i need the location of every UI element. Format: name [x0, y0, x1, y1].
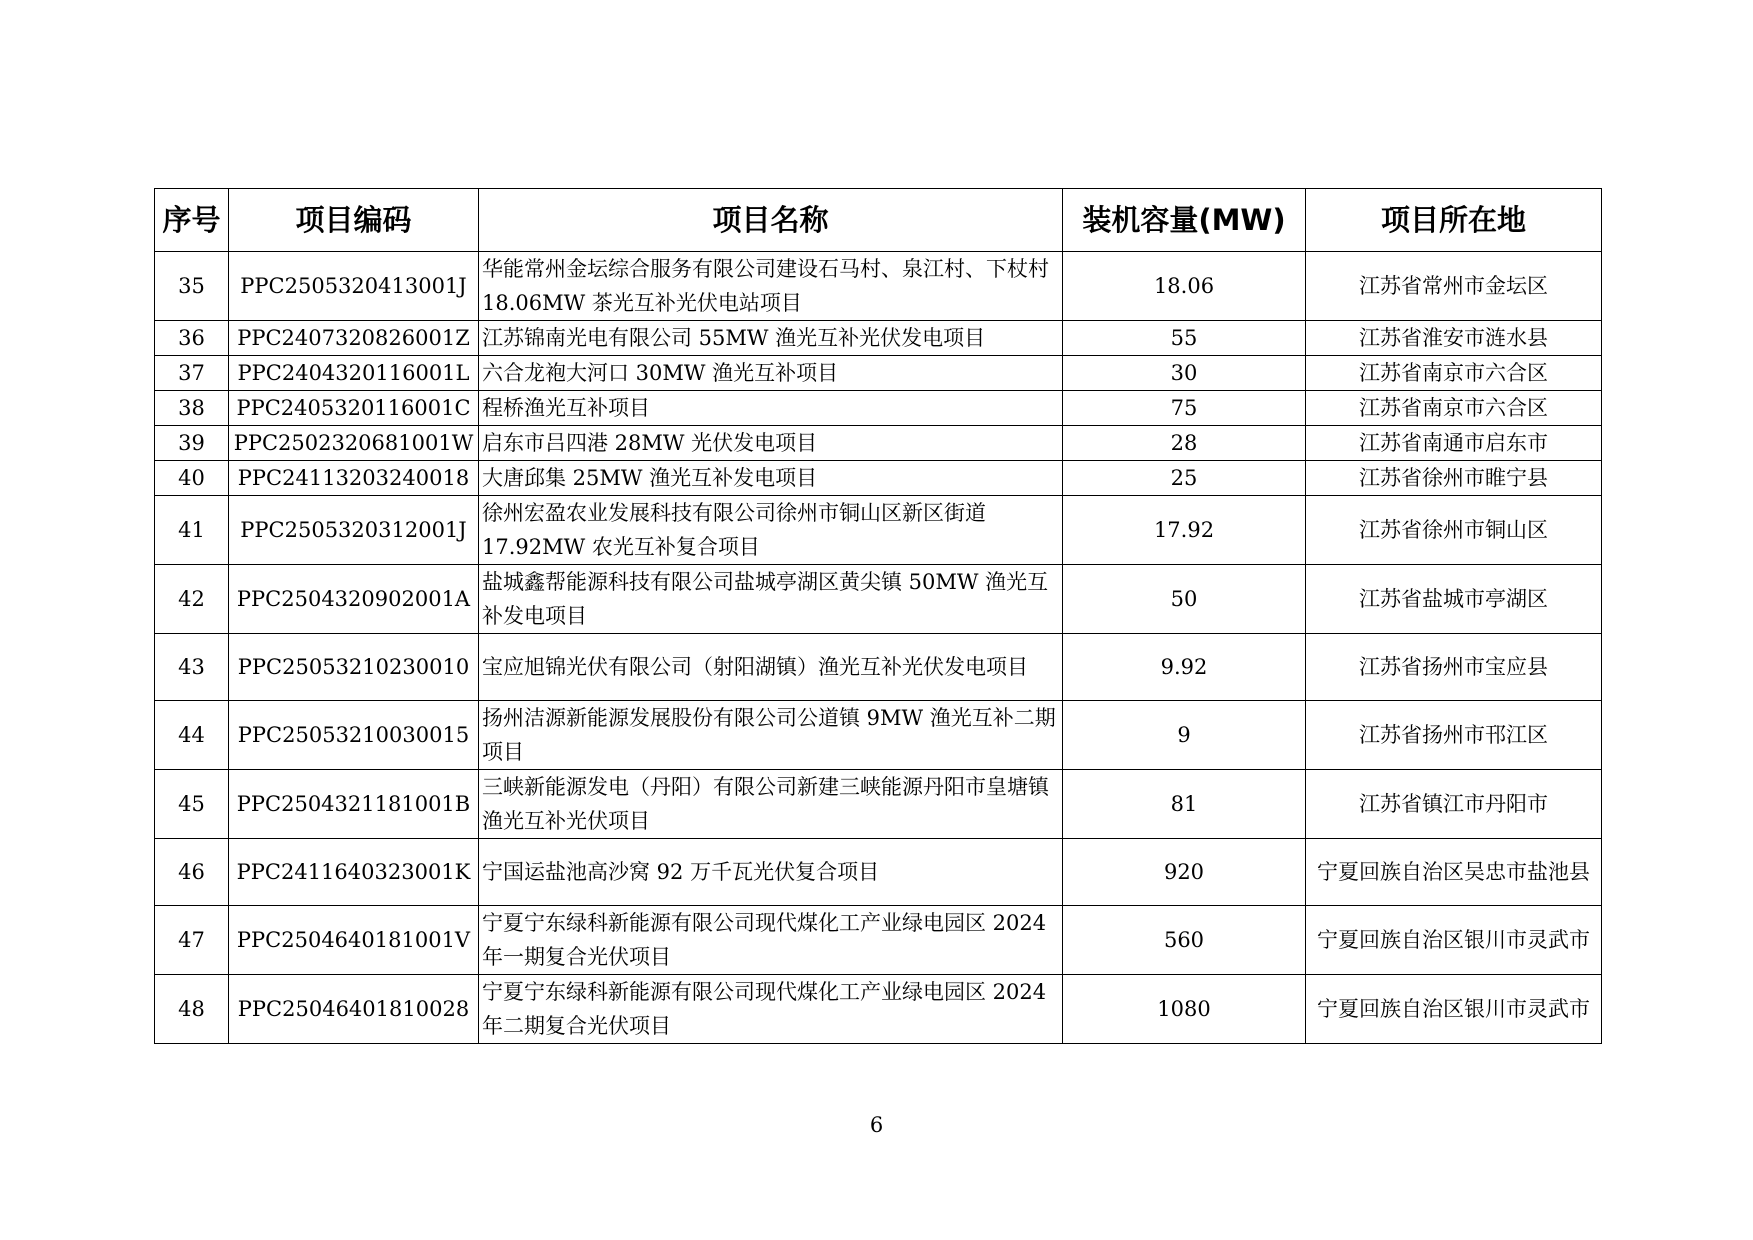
table-row [155, 634, 1602, 701]
header-serial-number: 序号 [155, 189, 229, 252]
cell-project-code: PPC2504321181001B [229, 770, 479, 839]
cell-installed-capacity: 55 [1063, 321, 1306, 356]
cell-installed-capacity: 9.92 [1063, 634, 1306, 701]
cell-project-code: PPC25053210030015 [229, 701, 479, 770]
cell-project-location: 江苏省南京市六合区 [1306, 356, 1602, 391]
header-project-code: 项目编码 [229, 189, 479, 252]
header-installed-capacity: 装机容量(MW) [1063, 189, 1306, 252]
cell-project-code: PPC25046401810028 [229, 975, 479, 1044]
table-row [155, 496, 1602, 565]
cell-project-name: 宝应旭锦光伏有限公司（射阳湖镇）渔光互补光伏发电项目 [479, 634, 1063, 701]
cell-project-code: PPC2505320312001J [229, 496, 479, 565]
cell-project-name: 六合龙袍大河口 30MW 渔光互补项目 [479, 356, 1063, 391]
header-project-location: 项目所在地 [1306, 189, 1602, 252]
table-body [155, 252, 1602, 1044]
table-row [155, 565, 1602, 634]
cell-project-name: 启东市吕四港 28MW 光伏发电项目 [479, 426, 1063, 461]
cell-serial-number: 37 [155, 356, 229, 391]
cell-project-name: 江苏锦南光电有限公司 55MW 渔光互补光伏发电项目 [479, 321, 1063, 356]
cell-project-code: PPC2504640181001V [229, 906, 479, 975]
cell-installed-capacity: 25 [1063, 461, 1306, 496]
cell-serial-number: 41 [155, 496, 229, 565]
cell-project-name: 大唐邱集 25MW 渔光互补发电项目 [479, 461, 1063, 496]
cell-serial-number: 45 [155, 770, 229, 839]
cell-project-location: 江苏省徐州市铜山区 [1306, 496, 1602, 565]
cell-project-location: 宁夏回族自治区吴忠市盐池县 [1306, 839, 1602, 906]
cell-installed-capacity: 81 [1063, 770, 1306, 839]
cell-project-location: 江苏省扬州市宝应县 [1306, 634, 1602, 701]
table-row [155, 770, 1602, 839]
cell-project-code: PPC2504320902001A [229, 565, 479, 634]
cell-project-location: 宁夏回族自治区银川市灵武市 [1306, 906, 1602, 975]
cell-project-code: PPC2407320826001Z [229, 321, 479, 356]
cell-installed-capacity: 17.92 [1063, 496, 1306, 565]
cell-serial-number: 38 [155, 391, 229, 426]
cell-project-location: 江苏省盐城市亭湖区 [1306, 565, 1602, 634]
cell-project-code: PPC2505320413001J [229, 252, 479, 321]
table-header-row [155, 189, 1602, 252]
cell-project-name: 程桥渔光互补项目 [479, 391, 1063, 426]
cell-installed-capacity: 560 [1063, 906, 1306, 975]
cell-project-code: PPC2502320681001W [229, 426, 479, 461]
cell-project-name: 盐城鑫帮能源科技有限公司盐城亭湖区黄尖镇 50MW 渔光互补发电项目 [479, 565, 1063, 634]
cell-project-location: 江苏省徐州市睢宁县 [1306, 461, 1602, 496]
cell-project-code: PPC2404320116001L [229, 356, 479, 391]
cell-project-code: PPC2411640323001K [229, 839, 479, 906]
cell-installed-capacity: 920 [1063, 839, 1306, 906]
cell-installed-capacity: 9 [1063, 701, 1306, 770]
cell-serial-number: 40 [155, 461, 229, 496]
table-row [155, 906, 1602, 975]
table-row [155, 426, 1602, 461]
table-row [155, 252, 1602, 321]
table-row [155, 391, 1602, 426]
cell-installed-capacity: 28 [1063, 426, 1306, 461]
cell-project-location: 宁夏回族自治区银川市灵武市 [1306, 975, 1602, 1044]
cell-project-location: 江苏省淮安市涟水县 [1306, 321, 1602, 356]
table-row [155, 975, 1602, 1044]
cell-serial-number: 36 [155, 321, 229, 356]
cell-installed-capacity: 75 [1063, 391, 1306, 426]
cell-serial-number: 44 [155, 701, 229, 770]
cell-project-code: PPC2405320116001C [229, 391, 479, 426]
table-row [155, 461, 1602, 496]
cell-project-location: 江苏省常州市金坛区 [1306, 252, 1602, 321]
cell-project-code: PPC25053210230010 [229, 634, 479, 701]
cell-installed-capacity: 30 [1063, 356, 1306, 391]
cell-installed-capacity: 1080 [1063, 975, 1306, 1044]
table-row [155, 701, 1602, 770]
cell-serial-number: 42 [155, 565, 229, 634]
table-row [155, 321, 1602, 356]
cell-project-name: 徐州宏盈农业发展科技有限公司徐州市铜山区新区街道 17.92MW 农光互补复合项目 [479, 496, 1063, 565]
cell-serial-number: 43 [155, 634, 229, 701]
cell-project-location: 江苏省南京市六合区 [1306, 391, 1602, 426]
cell-serial-number: 48 [155, 975, 229, 1044]
cell-serial-number: 39 [155, 426, 229, 461]
header-project-name: 项目名称 [479, 189, 1063, 252]
cell-project-name: 宁夏宁东绿科新能源有限公司现代煤化工产业绿电园区 2024 年一期复合光伏项目 [479, 906, 1063, 975]
table-row [155, 839, 1602, 906]
cell-project-location: 江苏省镇江市丹阳市 [1306, 770, 1602, 839]
cell-project-location: 江苏省南通市启东市 [1306, 426, 1602, 461]
project-table [154, 188, 1602, 1044]
cell-project-name: 华能常州金坛综合服务有限公司建设石马村、泉江村、下杖村 18.06MW 茶光互补光伏电站项目 [479, 252, 1063, 321]
cell-serial-number: 35 [155, 252, 229, 321]
page-number: 6 [869, 1113, 884, 1137]
project-table-container [154, 188, 1601, 1044]
cell-serial-number: 46 [155, 839, 229, 906]
cell-project-name: 宁夏宁东绿科新能源有限公司现代煤化工产业绿电园区 2024 年二期复合光伏项目 [479, 975, 1063, 1044]
table-row [155, 356, 1602, 391]
cell-project-name: 扬州洁源新能源发展股份有限公司公道镇 9MW 渔光互补二期项目 [479, 701, 1063, 770]
cell-serial-number: 47 [155, 906, 229, 975]
cell-installed-capacity: 50 [1063, 565, 1306, 634]
cell-project-name: 三峡新能源发电（丹阳）有限公司新建三峡能源丹阳市皇塘镇渔光互补光伏项目 [479, 770, 1063, 839]
cell-project-code: PPC24113203240018 [229, 461, 479, 496]
cell-installed-capacity: 18.06 [1063, 252, 1306, 321]
cell-project-location: 江苏省扬州市邗江区 [1306, 701, 1602, 770]
cell-project-name: 宁国运盐池高沙窝 92 万千瓦光伏复合项目 [479, 839, 1063, 906]
